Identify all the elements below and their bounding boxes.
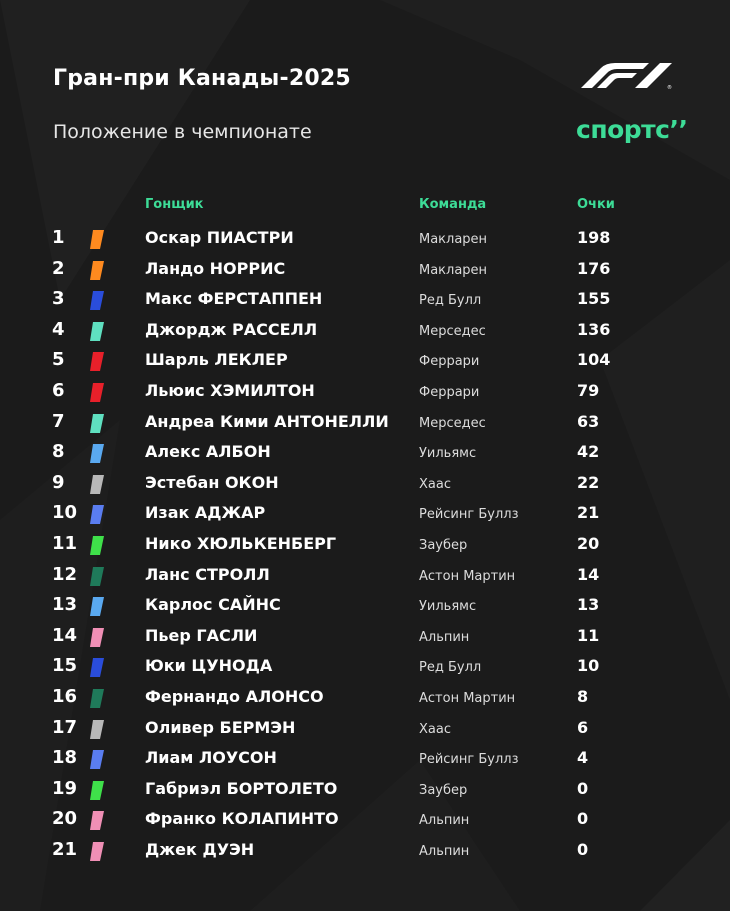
table-row (0, 775, 730, 806)
team-name: Альпин (419, 843, 470, 859)
position: 12 (52, 563, 78, 585)
driver-name: Оливер БЕРМЭН (145, 717, 296, 737)
driver-name: Андреа Кими АНТОНЕЛЛИ (145, 411, 389, 431)
driver-name: Льюис ХЭМИЛТОН (145, 380, 315, 400)
team-name: Рейсинг Буллз (419, 752, 519, 768)
points-value: 198 (577, 228, 611, 247)
position: 20 (52, 808, 78, 830)
position: 17 (52, 716, 78, 738)
points-value: 11 (577, 625, 600, 645)
position: 14 (52, 624, 78, 646)
team-name: Уильямс (419, 599, 477, 615)
table-row (0, 255, 730, 286)
team-color-flag-icon (90, 689, 104, 708)
team-color-flag-icon (90, 291, 104, 310)
team-color-flag-icon (90, 720, 104, 739)
points-value: 63 (577, 411, 600, 431)
driver-name: Фернандо АЛОНСО (145, 686, 324, 706)
team-color-flag-icon (90, 597, 104, 616)
position: 19 (52, 777, 78, 799)
page-subtitle: Положение в чемпионате (53, 121, 312, 143)
team-color-flag-icon (90, 628, 104, 647)
table-row (0, 438, 730, 469)
team-name: Ред Булл (419, 293, 482, 309)
position: 15 (52, 655, 78, 677)
team-color-flag-icon (90, 475, 104, 494)
points-value: 104 (577, 350, 611, 370)
table-row (0, 377, 730, 408)
f1-logo-icon (575, 60, 685, 92)
points-value: 21 (577, 503, 600, 523)
driver-name: Оскар ПИАСТРИ (145, 228, 294, 247)
driver-name: Пьер ГАСЛИ (145, 625, 258, 645)
points-value: 6 (577, 717, 589, 737)
driver-name: Франко КОЛАПИНТО (145, 809, 339, 829)
sports-ru-logo: спортс’’ (576, 115, 688, 144)
team-name: Мерседес (419, 415, 486, 431)
table-row (0, 530, 730, 561)
team-name: Астон Мартин (419, 690, 516, 706)
team-color-flag-icon (90, 842, 104, 861)
team-name: Феррари (419, 384, 480, 400)
team-color-flag-icon (90, 811, 104, 830)
points-value: 10 (577, 656, 600, 676)
driver-name: Макс ФЕРСТАППЕН (145, 289, 323, 309)
team-color-flag-icon (90, 261, 104, 280)
table-row (0, 622, 730, 653)
driver-name: Габриэл БОРТОЛЕТО (145, 778, 338, 798)
team-color-flag-icon (90, 444, 104, 463)
points-value: 79 (577, 380, 600, 400)
driver-name: Карлос САЙНС (145, 595, 281, 615)
team-name: Альпин (419, 813, 470, 829)
driver-name: Джек ДУЭН (145, 839, 255, 859)
table-row (0, 561, 730, 592)
driver-name: Лиам ЛОУСОН (145, 748, 277, 768)
position: 7 (52, 410, 65, 432)
team-color-flag-icon (90, 567, 104, 586)
position: 21 (52, 838, 78, 860)
table-row (0, 836, 730, 867)
table-row (0, 469, 730, 500)
column-header-points: Очки (577, 197, 615, 212)
team-color-flag-icon (90, 658, 104, 677)
position: 10 (52, 502, 78, 524)
points-value: 0 (577, 778, 589, 798)
team-color-flag-icon (90, 781, 104, 800)
column-header-driver: Гонщик (145, 197, 204, 212)
team-name: Феррари (419, 354, 480, 370)
driver-name: Джордж РАССЕЛЛ (145, 319, 318, 339)
standings-table (0, 224, 730, 866)
position: 2 (52, 257, 65, 279)
team-name: Уильямс (419, 446, 477, 462)
team-name: Заубер (419, 537, 468, 553)
driver-name: Нико ХЮЛЬКЕНБЕРГ (145, 533, 337, 553)
team-color-flag-icon (90, 536, 104, 555)
points-value: 4 (577, 748, 589, 768)
table-row (0, 316, 730, 347)
points-value: 136 (577, 319, 611, 339)
position: 18 (52, 747, 78, 769)
points-value: 22 (577, 472, 600, 492)
team-name: Макларен (419, 232, 488, 247)
driver-name: Шарль ЛЕКЛЕР (145, 350, 288, 370)
team-name: Мерседес (419, 323, 486, 339)
table-row (0, 683, 730, 714)
driver-name: Алекс АЛБОН (145, 442, 271, 462)
driver-name: Изак АДЖАР (145, 503, 266, 523)
position: 9 (52, 471, 65, 493)
table-row (0, 714, 730, 745)
points-value: 13 (577, 595, 600, 615)
points-value: 176 (577, 258, 611, 278)
position: 1 (52, 227, 65, 248)
team-name: Альпин (419, 629, 470, 645)
team-name: Хаас (419, 476, 451, 492)
points-value: 155 (577, 289, 611, 309)
position: 6 (52, 379, 65, 401)
table-row (0, 499, 730, 530)
team-name: Астон Мартин (419, 568, 516, 584)
position: 13 (52, 594, 78, 616)
driver-name: Юки ЦУНОДА (145, 656, 273, 676)
team-color-flag-icon (90, 352, 104, 371)
team-name: Макларен (419, 262, 488, 278)
team-color-flag-icon (90, 414, 104, 433)
team-name: Рейсинг Буллз (419, 507, 519, 523)
team-color-flag-icon (90, 322, 104, 341)
driver-name: Ландо НОРРИС (145, 258, 286, 278)
table-row (0, 408, 730, 439)
points-value: 8 (577, 686, 589, 706)
team-color-flag-icon (90, 505, 104, 524)
svg-text:®: ® (667, 85, 672, 91)
points-value: 20 (577, 533, 600, 553)
position: 8 (52, 441, 65, 463)
team-color-flag-icon (90, 230, 104, 249)
table-row (0, 591, 730, 622)
driver-name: Ланс СТРОЛЛ (145, 564, 270, 584)
team-color-flag-icon (90, 383, 104, 402)
team-color-flag-icon (90, 750, 104, 769)
column-header-team: Команда (419, 197, 487, 212)
points-value: 14 (577, 564, 600, 584)
points-value: 0 (577, 839, 589, 859)
page-title: Гран-при Канады-2025 (53, 66, 351, 91)
position: 16 (52, 685, 78, 707)
position: 5 (52, 349, 65, 371)
team-name: Хаас (419, 721, 451, 737)
table-row (0, 652, 730, 683)
driver-name: Эстебан ОКОН (145, 472, 279, 492)
team-name: Заубер (419, 782, 468, 798)
table-row (0, 346, 730, 377)
table-row (0, 285, 730, 316)
table-row (0, 744, 730, 775)
points-value: 0 (577, 809, 589, 829)
position: 4 (52, 318, 65, 340)
position: 11 (52, 532, 78, 554)
points-value: 42 (577, 442, 600, 462)
table-row (0, 224, 730, 255)
table-row (0, 805, 730, 836)
position: 3 (52, 288, 65, 310)
team-name: Ред Булл (419, 660, 482, 676)
